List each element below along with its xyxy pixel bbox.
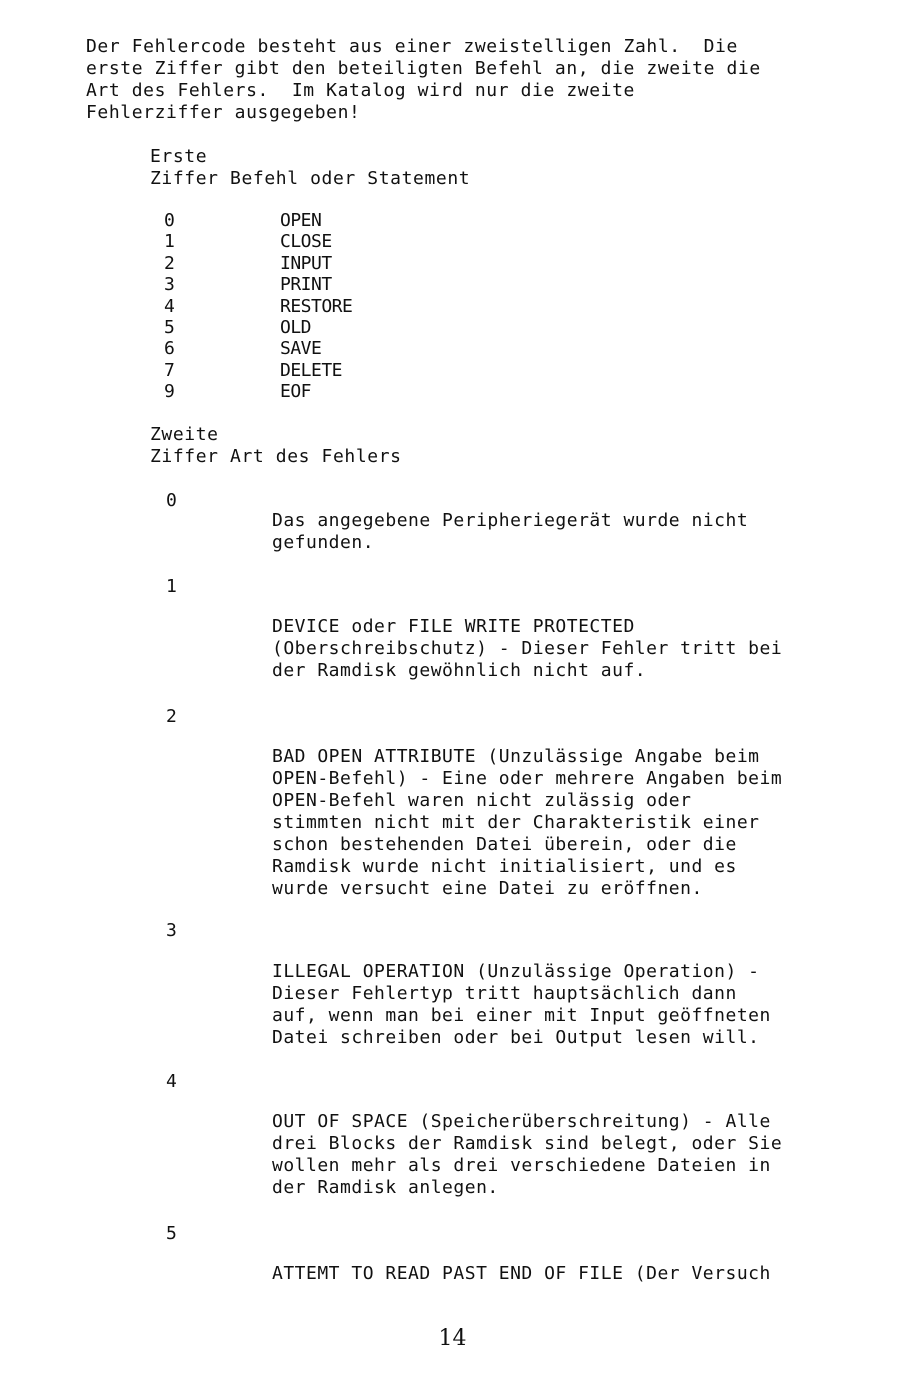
- error-description: [272, 1263, 862, 1285]
- command-digit: 7: [164, 359, 175, 381]
- command-digit: 3: [164, 274, 175, 296]
- error-digit: 5: [166, 1223, 177, 1244]
- error-line: der Ramdisk anlegen.: [272, 1177, 499, 1198]
- list-item: [162, 210, 462, 231]
- list-item: [162, 274, 462, 295]
- error-line: OPEN-Befehl) - Eine oder mehrere Angaben beim: [272, 768, 783, 789]
- intro-line: Fehlerziffer ausgegeben!: [86, 102, 361, 123]
- error-line: drei Blocks der Ramdisk sind belegt, oder Sie: [272, 1133, 783, 1154]
- error-line: wurde versucht eine Datei zu eröffnen.: [272, 878, 703, 899]
- error-digit: 3: [166, 920, 177, 941]
- error-description: [272, 961, 862, 1049]
- error-line: der Ramdisk gewöhnlich nicht auf.: [272, 660, 647, 681]
- error-line: auf, wenn man bei einer mit Input geöffneten: [272, 1005, 771, 1026]
- error-line: stimmten nicht mit der Charakteristik einer: [272, 812, 760, 833]
- command-name: INPUT: [280, 252, 332, 274]
- error-description: [272, 746, 862, 900]
- second-digit-heading: [150, 424, 402, 468]
- error-line: ILLEGAL OPERATION (Unzulässige Operation) -: [272, 961, 760, 982]
- intro-line: erste Ziffer gibt den beteiligten Befehl an, die zweite die: [86, 58, 761, 79]
- error-digit: 0: [166, 490, 177, 511]
- command-name: CLOSE: [280, 231, 332, 253]
- error-line: (Oberschreibschutz) - Dieser Fehler tritt bei: [272, 638, 783, 659]
- heading-line: Erste: [150, 146, 208, 167]
- command-digit: 6: [164, 338, 175, 360]
- error-line: DEVICE oder FILE WRITE PROTECTED: [272, 616, 635, 637]
- error-line: OPEN-Befehl waren nicht zulässig oder: [272, 790, 692, 811]
- list-item: [162, 381, 462, 402]
- list-item: [162, 253, 462, 274]
- error-digit: 4: [166, 1071, 177, 1092]
- error-line: wollen mehr als drei verschiedene Dateien in: [272, 1155, 771, 1176]
- command-digit: 5: [164, 316, 175, 338]
- error-digit: 2: [166, 706, 177, 727]
- command-digit: 4: [164, 295, 175, 317]
- command-digit: 2: [164, 252, 175, 274]
- list-item: [162, 317, 462, 338]
- intro-paragraph: [86, 36, 866, 124]
- command-name: RESTORE: [280, 295, 353, 317]
- heading-line: Ziffer Art des Fehlers: [150, 446, 402, 467]
- intro-line: Art des Fehlers. Im Katalog wird nur die zweite: [86, 80, 635, 101]
- list-item: [162, 296, 462, 317]
- list-item: [162, 338, 462, 359]
- command-name: PRINT: [280, 274, 332, 296]
- command-name: SAVE: [280, 338, 322, 360]
- first-digit-heading: [150, 146, 470, 190]
- command-name: EOF: [280, 381, 312, 403]
- error-line: gefunden.: [272, 532, 375, 553]
- error-digit: 1: [166, 576, 177, 597]
- command-name: OPEN: [280, 210, 322, 231]
- command-digit: 0: [164, 210, 175, 231]
- error-description: [272, 616, 862, 682]
- heading-line: Zweite: [150, 424, 219, 445]
- error-line: schon bestehenden Datei überein, oder die: [272, 834, 737, 855]
- error-line: OUT OF SPACE (Speicherüberschreitung) - Alle: [272, 1111, 771, 1132]
- heading-line: Ziffer Befehl oder Statement: [150, 168, 471, 189]
- error-description: [272, 510, 862, 554]
- intro-line: Der Fehlercode besteht aus einer zweistelligen Zahl. Die: [86, 36, 738, 57]
- command-digit: 9: [164, 381, 175, 403]
- error-line: Dieser Fehlertyp tritt hauptsächlich dann: [272, 983, 737, 1004]
- error-line: BAD OPEN ATTRIBUTE (Unzulässige Angabe beim: [272, 746, 760, 767]
- error-line: Das angegebene Peripheriegerät wurde nicht: [272, 510, 749, 531]
- command-name: OLD: [280, 316, 312, 338]
- list-item: [162, 360, 462, 381]
- error-description: [272, 1111, 862, 1199]
- error-line: Ramdisk wurde nicht initialisiert, und es: [272, 856, 737, 877]
- command-list: [162, 210, 462, 403]
- command-name: DELETE: [280, 359, 343, 381]
- page-number: 14: [438, 1326, 467, 1351]
- command-digit: 1: [164, 231, 175, 253]
- list-item: [162, 231, 462, 252]
- error-line: Datei schreiben oder bei Output lesen will.: [272, 1027, 760, 1048]
- error-line: ATTEMT TO READ PAST END OF FILE (Der Versuch: [272, 1263, 771, 1284]
